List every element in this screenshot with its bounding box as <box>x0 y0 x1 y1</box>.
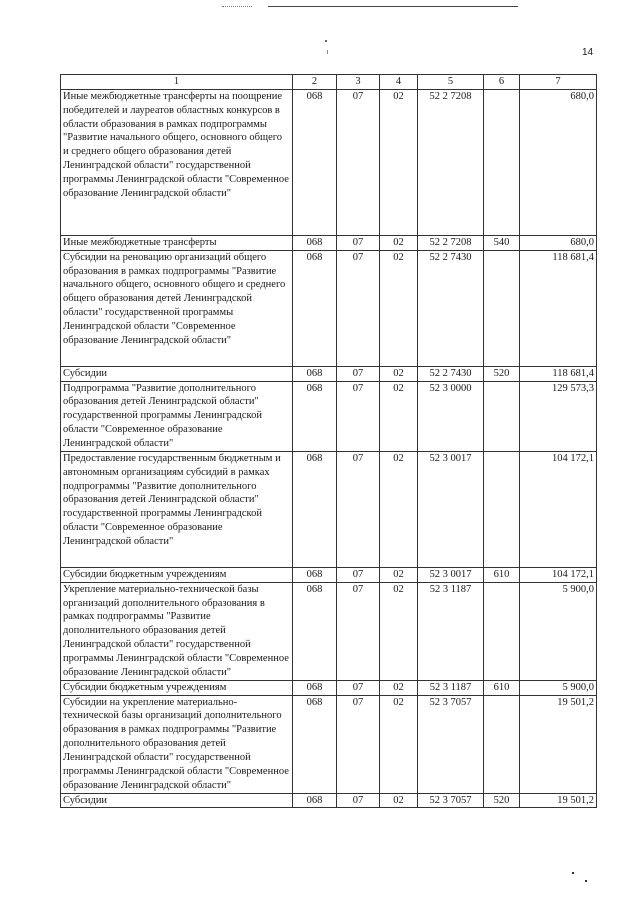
cell-amount: 680,0 <box>520 235 597 250</box>
cell-type <box>484 451 520 567</box>
cell-code: 068 <box>293 567 337 582</box>
cell-section: 07 <box>337 793 380 808</box>
cell-section: 07 <box>337 381 380 451</box>
cell-type <box>484 582 520 680</box>
scan-artifact <box>572 872 574 874</box>
cell-target: 52 3 0017 <box>418 451 484 567</box>
cell-amount: 104 172,1 <box>520 451 597 567</box>
cell-subsection: 02 <box>380 582 418 680</box>
cell-target: 52 2 7430 <box>418 366 484 381</box>
cell-type: 610 <box>484 567 520 582</box>
row-name: Субсидии на реновацию организаций общего образования в рамках подпрограммы "Развитие начального общего, основного общего и среднего общего образования детей Ленинградской области" государственной программы Ленинградской области "Современное образование Ленинградской области" <box>61 250 293 366</box>
table-row <box>61 451 597 567</box>
cell-amount: 680,0 <box>520 89 597 235</box>
column-header: 4 <box>380 75 418 90</box>
cell-amount: 5 900,0 <box>520 582 597 680</box>
cell-code: 068 <box>293 582 337 680</box>
table-row <box>61 793 597 808</box>
row-name: Иные межбюджетные трансферты <box>61 235 293 250</box>
cell-code: 068 <box>293 680 337 695</box>
row-name: Субсидии <box>61 793 293 808</box>
table-row <box>61 582 597 680</box>
scan-artifact <box>268 6 518 7</box>
cell-code: 068 <box>293 451 337 567</box>
cell-subsection: 02 <box>380 695 418 793</box>
cell-amount: 118 681,4 <box>520 250 597 366</box>
cell-subsection: 02 <box>380 567 418 582</box>
scan-artifact <box>325 40 327 42</box>
cell-type: 540 <box>484 235 520 250</box>
row-name: Иные межбюджетные трансферты на поощрение победителей и лауреатов областных конкурсов в области образования в рамках подпрограммы "Развитие начального общего, основного общего и среднего общего образования детей Ленинградской области" государственной программы Ленинградской области "Современное образование Ленинградской области" <box>61 89 293 235</box>
table-row <box>61 250 597 366</box>
column-header: 6 <box>484 75 520 90</box>
cell-type <box>484 250 520 366</box>
cell-type: 520 <box>484 793 520 808</box>
column-header: 1 <box>61 75 293 90</box>
cell-amount: 104 172,1 <box>520 567 597 582</box>
cell-subsection: 02 <box>380 235 418 250</box>
row-name: Подпрограмма "Развитие дополнительного образования детей Ленинградской области" государственной программы Ленинградской области "Современное образование Ленинградской области" <box>61 381 293 451</box>
cell-amount: 5 900,0 <box>520 680 597 695</box>
cell-target: 52 3 1187 <box>418 680 484 695</box>
cell-code: 068 <box>293 695 337 793</box>
row-name: Укрепление материально-технической базы организаций дополнительного образования в рамках подпрограммы "Развитие дополнительного образования детей Ленинградской области" государственной программы Ленинградской области "Современное образование Ленинградской области" <box>61 582 293 680</box>
cell-code: 068 <box>293 793 337 808</box>
column-header: 7 <box>520 75 597 90</box>
cell-type: 610 <box>484 680 520 695</box>
cell-target: 52 3 0000 <box>418 381 484 451</box>
cell-type <box>484 695 520 793</box>
cell-code: 068 <box>293 366 337 381</box>
scan-artifact <box>327 50 328 54</box>
row-name: Субсидии бюджетным учреждениям <box>61 567 293 582</box>
column-header: 5 <box>418 75 484 90</box>
table-row <box>61 366 597 381</box>
cell-subsection: 02 <box>380 366 418 381</box>
cell-section: 07 <box>337 89 380 235</box>
cell-code: 068 <box>293 89 337 235</box>
scan-artifact <box>585 880 587 882</box>
cell-amount: 19 501,2 <box>520 793 597 808</box>
cell-target: 52 3 7057 <box>418 793 484 808</box>
cell-subsection: 02 <box>380 89 418 235</box>
cell-type: 520 <box>484 366 520 381</box>
budget-table <box>60 74 597 808</box>
row-name: Субсидии бюджетным учреждениям <box>61 680 293 695</box>
cell-type <box>484 381 520 451</box>
cell-subsection: 02 <box>380 250 418 366</box>
table-row <box>61 381 597 451</box>
header-row <box>61 75 597 90</box>
table-row <box>61 235 597 250</box>
cell-code: 068 <box>293 250 337 366</box>
cell-target: 52 2 7208 <box>418 89 484 235</box>
cell-target: 52 3 1187 <box>418 582 484 680</box>
table-row <box>61 695 597 793</box>
cell-subsection: 02 <box>380 793 418 808</box>
page-number: 14 <box>582 47 594 58</box>
cell-subsection: 02 <box>380 381 418 451</box>
cell-section: 07 <box>337 695 380 793</box>
row-name: Субсидии <box>61 366 293 381</box>
cell-amount: 129 573,3 <box>520 381 597 451</box>
cell-section: 07 <box>337 366 380 381</box>
cell-section: 07 <box>337 680 380 695</box>
cell-type <box>484 89 520 235</box>
row-name: Субсидии на укрепление материально-технической базы организаций дополнительного образования в рамках подпрограммы "Развитие дополнительного образования детей Ленинградской области" государственной программы Ленинградской области "Современное образование Ленинградской области" <box>61 695 293 793</box>
cell-target: 52 2 7430 <box>418 250 484 366</box>
column-header: 3 <box>337 75 380 90</box>
cell-subsection: 02 <box>380 451 418 567</box>
row-name: Предоставление государственным бюджетным и автономным организациям субсидий в рамках подпрограммы "Развитие дополнительного образования детей Ленинградской области" государственной программы Ленинградской области "Современное образование Ленинградской области" <box>61 451 293 567</box>
cell-section: 07 <box>337 235 380 250</box>
cell-target: 52 2 7208 <box>418 235 484 250</box>
cell-section: 07 <box>337 567 380 582</box>
cell-section: 07 <box>337 582 380 680</box>
cell-target: 52 3 7057 <box>418 695 484 793</box>
cell-section: 07 <box>337 451 380 567</box>
cell-amount: 118 681,4 <box>520 366 597 381</box>
cell-target: 52 3 0017 <box>418 567 484 582</box>
cell-code: 068 <box>293 235 337 250</box>
cell-amount: 19 501,2 <box>520 695 597 793</box>
cell-subsection: 02 <box>380 680 418 695</box>
column-header: 2 <box>293 75 337 90</box>
cell-section: 07 <box>337 250 380 366</box>
scan-artifact <box>222 6 252 7</box>
cell-code: 068 <box>293 381 337 451</box>
table-row <box>61 567 597 582</box>
table-row <box>61 89 597 235</box>
table-row <box>61 680 597 695</box>
